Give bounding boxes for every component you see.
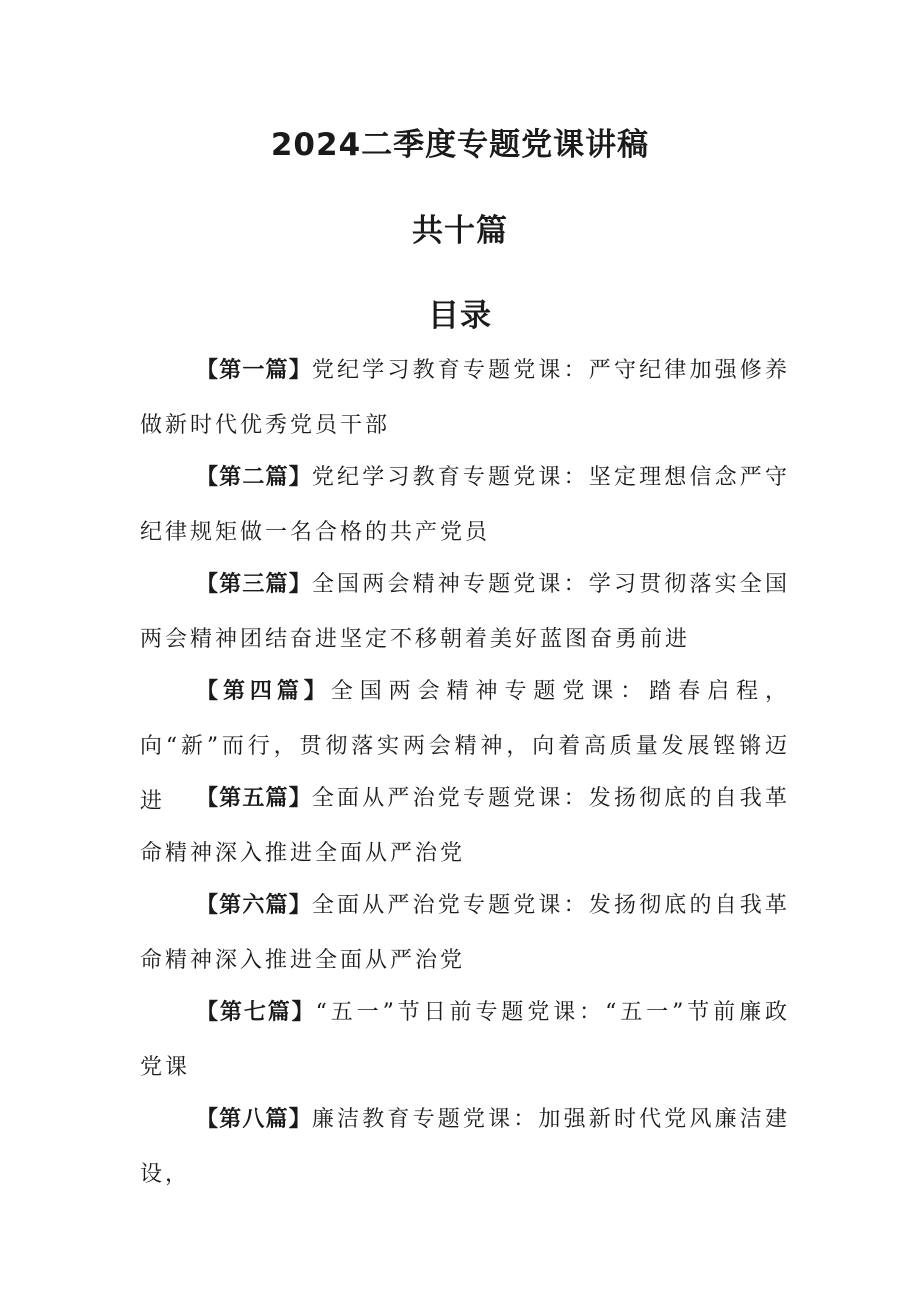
toc-entry-3[interactable] <box>140 557 790 667</box>
toc-entry-label: 【第五篇】 <box>196 785 312 811</box>
toc-entry-1[interactable] <box>140 343 790 453</box>
toc-entry-text: 全国两会精神专题党课：踏春启程，向“新”而行，贯彻落实两会精神，向着高质量发展铿锵迈进 <box>140 679 790 814</box>
toc-entry-text: 党纪学习教育专题党课：严守纪律加强修养做新时代优秀党员干部 <box>140 358 790 438</box>
toc-entry-text: 党纪学习教育专题党课：坚定理想信念严守纪律规矩做一名合格的共产党员 <box>140 465 790 545</box>
toc-entry-text: “五一”节日前专题党课：“五一”节前廉政党课 <box>140 1000 790 1080</box>
toc-entry-6[interactable] <box>140 878 790 988</box>
toc-entry-label: 【第二篇】 <box>196 464 312 490</box>
toc-entry-label: 【第六篇】 <box>196 892 312 918</box>
document-subtitle: 共十篇 <box>412 213 508 249</box>
toc-entry-label: 【第三篇】 <box>196 571 312 597</box>
toc-entry-7[interactable] <box>140 985 790 1095</box>
toc-entry-2[interactable] <box>140 450 790 560</box>
toc-entry-text: 全国两会精神专题党课：学习贯彻落实全国两会精神团结奋进坚定不移朝着美好蓝图奋勇前进 <box>140 572 790 652</box>
toc-entry-text: 全面从严治党专题党课：发扬彻底的自我革命精神深入推进全面从严治党 <box>140 786 790 866</box>
toc-heading: 目录 <box>428 298 492 334</box>
toc-entry-text: 廉洁教育专题党课：加强新时代党风廉洁建设， <box>140 1107 790 1187</box>
toc-entry-5[interactable] <box>140 771 790 881</box>
toc-entry-text: 全面从严治党专题党课：发扬彻底的自我革命精神深入推进全面从严治党 <box>140 893 790 973</box>
toc-entry-label: 【第八篇】 <box>196 1106 312 1132</box>
document-title: 2024二季度专题党课讲稿 <box>270 127 650 163</box>
toc-entry-label: 【第一篇】 <box>196 357 312 383</box>
toc-entry-label: 【第七篇】 <box>196 999 316 1025</box>
toc-entry-8[interactable] <box>140 1092 790 1202</box>
toc-entry-label: 【第四篇】 <box>196 678 331 704</box>
